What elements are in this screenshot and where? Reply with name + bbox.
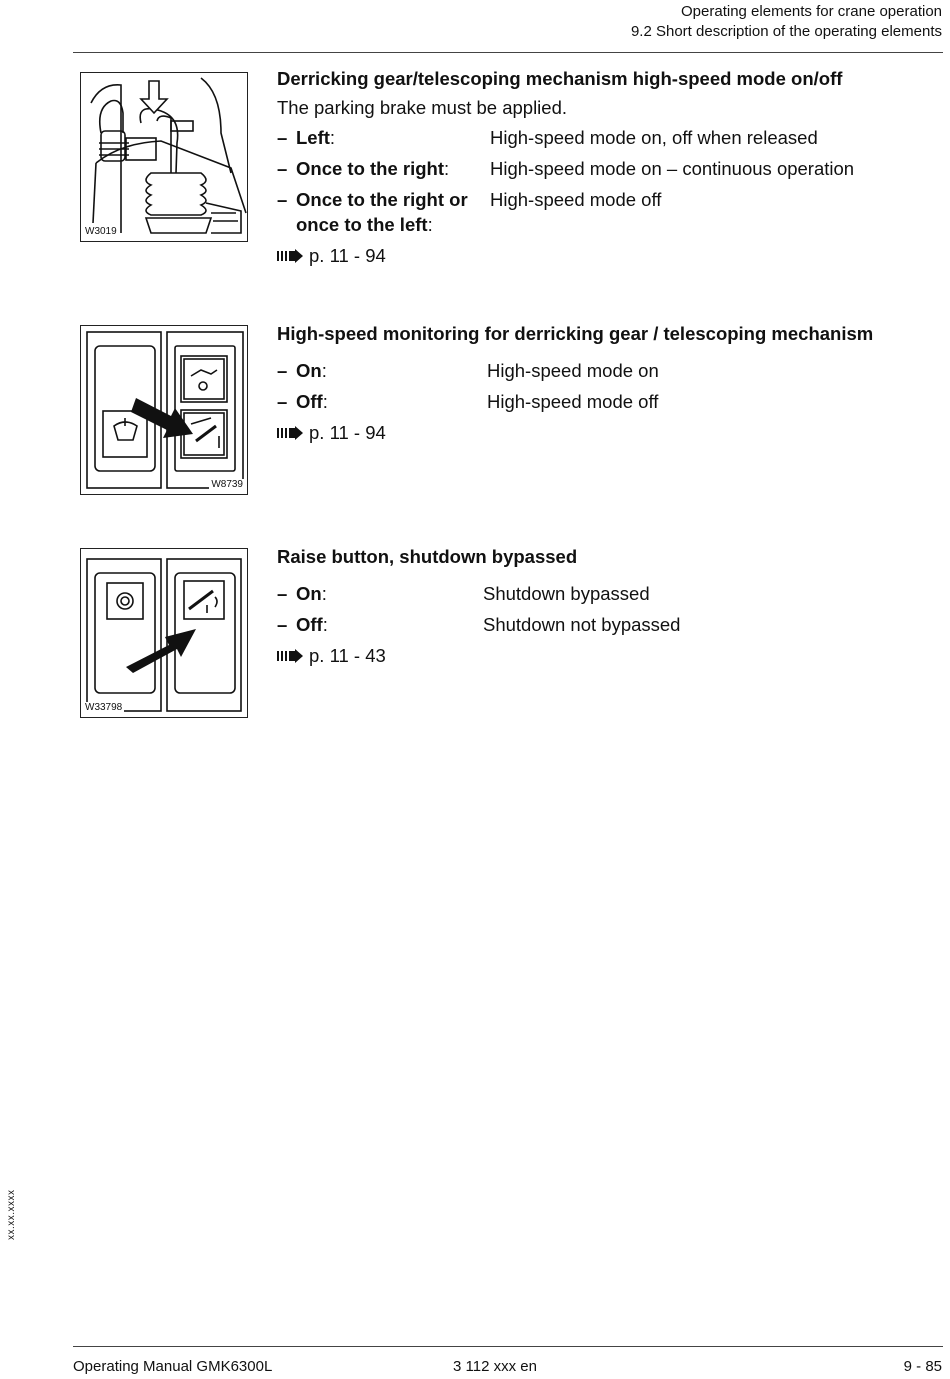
section-title: Derricking gear/telescoping mechanism high-speed mode on/off	[277, 68, 843, 89]
joystick-illustration-icon	[81, 73, 247, 241]
footer-document-number: 3 112 xxx en	[453, 1358, 537, 1375]
item-key: On	[296, 583, 322, 604]
reference-arrow-icon	[277, 426, 303, 440]
footer-rule	[73, 1346, 943, 1347]
section-high-speed-monitoring	[277, 322, 937, 445]
running-header-chapter: Operating elements for crane operation	[681, 3, 942, 20]
list-item: – On: Shutdown bypassed	[277, 581, 937, 606]
list-item: – Once to the right or once to the left: High-speed mode off	[277, 187, 937, 237]
section-raise-button	[277, 545, 937, 668]
figure-label: W8739	[211, 479, 243, 490]
section-note: The parking brake must be applied.	[277, 97, 568, 118]
section-title: Raise button, shutdown bypassed	[277, 546, 578, 567]
page-reference	[277, 420, 937, 445]
item-key: Left	[296, 127, 330, 148]
item-key: Once to the right	[296, 158, 444, 179]
header-rule	[73, 52, 943, 53]
item-value: High-speed mode on, off when released	[490, 127, 818, 148]
item-value: High-speed mode on – continuous operation	[490, 158, 855, 179]
section-title: High-speed monitoring for derricking gear / telescoping mechanism	[277, 323, 874, 344]
item-key: Off	[296, 614, 323, 635]
reference-text: p. 11 - 94	[309, 245, 386, 266]
section-high-speed-mode	[277, 67, 937, 268]
button-panel-illustration-icon	[81, 326, 247, 494]
item-value: Shutdown not bypassed	[483, 614, 681, 635]
figure-label: W33798	[85, 702, 123, 713]
list-item: – Off: Shutdown not bypassed	[277, 612, 937, 637]
list-item: – Once to the right: High-speed mode on – continuous operation	[277, 156, 937, 181]
item-value: High-speed mode on	[487, 360, 659, 381]
page-number: 9 - 85	[903, 1358, 942, 1375]
item-value: High-speed mode off	[490, 189, 662, 210]
item-key: Once to the right or once to the left	[296, 189, 468, 235]
item-value: High-speed mode off	[487, 391, 659, 412]
reference-arrow-icon	[277, 649, 303, 663]
list-item: – Off: High-speed mode off	[277, 389, 937, 414]
item-value: Shutdown bypassed	[483, 583, 650, 604]
item-key: Off	[296, 391, 323, 412]
footer-manual-title: Operating Manual GMK6300L	[73, 1358, 273, 1375]
raise-button-panel-illustration-icon	[81, 549, 247, 717]
side-date-code: xx.xx.xxxx	[6, 1189, 17, 1240]
figure-button-panel	[80, 325, 248, 495]
item-key: On	[296, 360, 322, 381]
running-header-section: 9.2 Short description of the operating elements	[630, 23, 942, 40]
reference-arrow-icon	[277, 249, 303, 263]
reference-text: p. 11 - 43	[309, 645, 386, 666]
list-item: – On: High-speed mode on	[277, 358, 937, 383]
figure-raise-button-panel	[80, 548, 248, 718]
reference-text: p. 11 - 94	[309, 422, 386, 443]
list-item: – Left: High-speed mode on, off when released	[277, 125, 937, 150]
figure-label: W3019	[85, 226, 117, 237]
page-reference	[277, 643, 937, 668]
page-reference	[277, 243, 937, 268]
figure-joystick	[80, 72, 248, 242]
